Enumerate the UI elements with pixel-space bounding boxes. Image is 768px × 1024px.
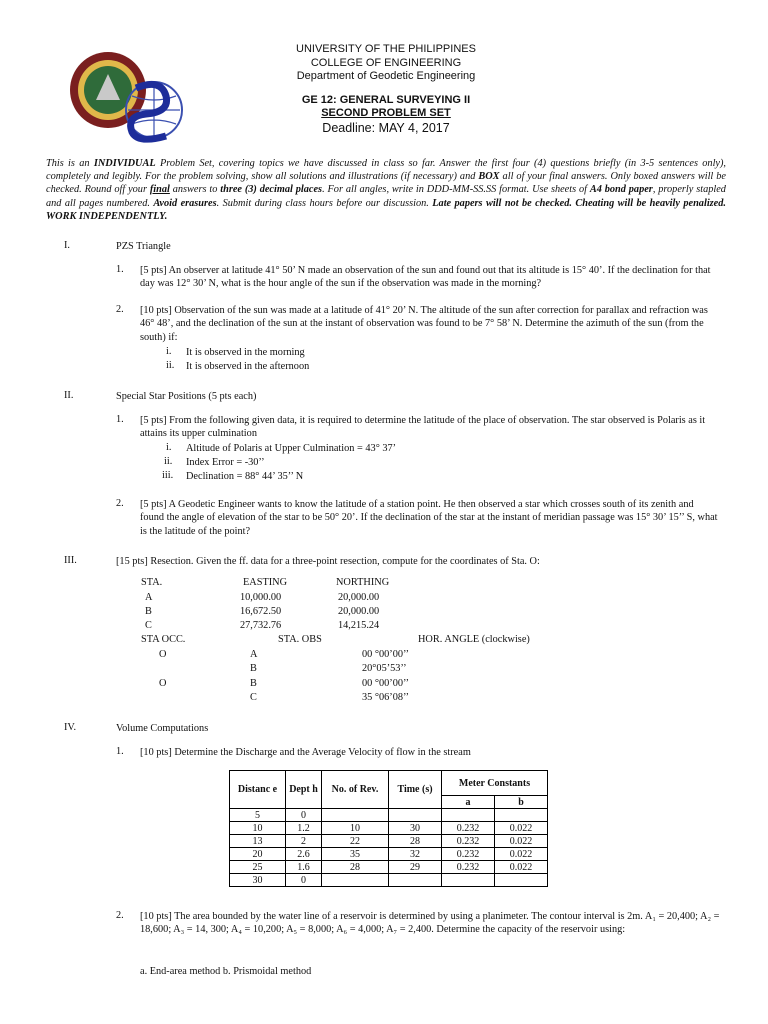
- table-cell: 2.6: [286, 848, 322, 861]
- list-item: Declination = 88° 44’ 35’’ N: [186, 471, 304, 482]
- table-cell: 20: [230, 848, 286, 861]
- table-row: [230, 861, 548, 874]
- column-header: EASTING: [243, 577, 288, 588]
- department-name: Department of Geodetic Engineering: [296, 70, 476, 82]
- table-cell: [495, 809, 548, 822]
- station-easting: 27,732.76: [240, 620, 282, 631]
- horizontal-angle: 00 °00’00’’: [362, 649, 410, 660]
- table-row: [230, 809, 548, 822]
- table-cell: 0.022: [495, 848, 548, 861]
- college-name: COLLEGE OF ENGINEERING: [310, 56, 462, 69]
- column-header: NORTHING: [336, 577, 390, 588]
- instructions-paragraph: This is an INDIVIDUAL Problem Set, covering topics we have discussed in class so far. Answer the first four (4) questions briefly (in 3-5 sentences only), completely and legibly. For the problem solving, show all solutions and illustrations (if necessary) and BOX all of your final answers. Only boxed answers will be checked. Round off your final answers to three (3) decimal places. For all angles, write in DDD-MM-SS.SS format. Use sheets of A4 bond paper, properly stapled and all pages numbered. Avoid erasures. Submit during class hours before our discussion. Late papers will not be checked. Cheating will be heavily penalized. WORK INDEPENDENTLY.: [46, 158, 727, 222]
- table-cell: 0.022: [495, 822, 548, 835]
- list-item: It is observed in the afternoon: [186, 361, 310, 372]
- observed-station: A: [250, 649, 258, 660]
- list-marker: i.: [166, 346, 172, 357]
- question-number: 1.: [116, 414, 124, 425]
- question-text: [5 pts] From the following given data, it is required to determine the latitude of the place of observation. The star observed is Polaris as it attains its upper culmination: [140, 415, 706, 440]
- section-number: III.: [64, 555, 77, 566]
- header-time: Time (s): [389, 771, 442, 809]
- table-cell: 13: [230, 835, 286, 848]
- station-easting: 10,000.00: [240, 592, 282, 603]
- station-name: B: [145, 606, 152, 617]
- table-cell: [495, 874, 548, 887]
- station-northing: 20,000.00: [338, 592, 380, 603]
- university-name: UNIVERSITY OF THE PHILIPPINES: [296, 43, 476, 55]
- list-marker: ii.: [166, 360, 175, 371]
- section-title: PZS Triangle: [116, 241, 171, 252]
- table-cell: 10: [322, 822, 389, 835]
- table-cell: [389, 809, 442, 822]
- table-cell: 30: [230, 874, 286, 887]
- column-header: STA OCC.: [141, 634, 186, 645]
- question-text: [10 pts] Observation of the sun was made at a latitude of 41° 20’ N. The altitude of the sun after correction for parallax and refraction was 46° 48’, and the declination of the sun at the instant of observation was found to be 7° 58’ N. Determine the azimuth of the sun (from the south) if:: [140, 305, 708, 343]
- horizontal-angle: 35 °06’08’’: [362, 692, 410, 703]
- table-cell: 0.022: [495, 861, 548, 874]
- list-marker: i.: [166, 442, 172, 453]
- section-title: Special Star Positions (5 pts each): [116, 391, 257, 402]
- question-number: 1.: [116, 264, 124, 275]
- course-title: GE 12: GENERAL SURVEYING II: [301, 93, 471, 106]
- table-cell: [322, 809, 389, 822]
- table-row: [230, 835, 548, 848]
- table-cell: [442, 874, 495, 887]
- table-cell: 22: [322, 835, 389, 848]
- header-a: a: [442, 796, 495, 809]
- station-name: A: [145, 592, 153, 603]
- table-cell: [442, 809, 495, 822]
- table-cell: 35: [322, 848, 389, 861]
- section-title: Volume Computations: [116, 723, 209, 734]
- question-text: [5 pts] A Geodetic Engineer wants to know the latitude of a station point. He then observed a star which crosses south of its zenith and found the angle of elevation of the star to be 50° 20’. If the declination of the star at the instant of meridian passage was 15° 30’ 15’’ S, what is the latitude of the point?: [140, 499, 718, 537]
- question-text: [10 pts] The area bounded by the water line of a reservoir is determined by using a planimeter. The contour interval is 2m. A₁ = 20,400; A₂ = 18,600; A₃ = 14, 300; A₄ = 10,200; A₅ = 8,000; A₆ = 4,000; A₇ = 2,400. Determine the capacity of the reservoir using:: [140, 911, 720, 936]
- question-number: 2.: [116, 910, 124, 921]
- table-row: [230, 822, 548, 835]
- question-number: 1.: [116, 746, 124, 757]
- station-name: C: [145, 620, 152, 631]
- section-number: I.: [64, 240, 71, 251]
- header-depth: Dept h: [286, 771, 322, 809]
- question-text: [10 pts] Determine the Discharge and the Average Velocity of flow in the stream: [140, 747, 471, 758]
- observed-station: B: [250, 678, 257, 689]
- column-header: STA. OBS: [278, 634, 322, 645]
- problem-set-title: SECOND PROBLEM SET: [321, 107, 451, 119]
- station-northing: 20,000.00: [338, 606, 380, 617]
- university-seal-logo: [66, 48, 192, 148]
- header-revolutions: No. of Rev.: [322, 771, 389, 809]
- table-row: [230, 874, 548, 887]
- table-cell: 0: [286, 809, 322, 822]
- deadline: Deadline: MAY 4, 2017: [322, 120, 450, 135]
- table-cell: 2: [286, 835, 322, 848]
- list-marker: ii.: [164, 456, 173, 467]
- station-easting: 16,672.50: [240, 606, 282, 617]
- header-distance: Distanc e: [230, 771, 286, 809]
- occupied-station: O: [159, 678, 167, 689]
- question-number: 2.: [116, 304, 124, 315]
- column-header: STA.: [141, 577, 163, 588]
- occupied-station: O: [159, 649, 167, 660]
- list-item: Index Error = -30’’: [186, 457, 265, 468]
- table-cell: 0: [286, 874, 322, 887]
- table-cell: 1.6: [286, 861, 322, 874]
- station-northing: 14,215.24: [338, 620, 380, 631]
- table-cell: 0.232: [442, 835, 495, 848]
- table-cell: 25: [230, 861, 286, 874]
- table-cell: [389, 874, 442, 887]
- list-item: It is observed in the morning: [186, 347, 305, 358]
- table-cell: 32: [389, 848, 442, 861]
- table-cell: [322, 874, 389, 887]
- section-number: II.: [64, 390, 74, 401]
- observed-station: C: [250, 692, 257, 703]
- column-header: HOR. ANGLE (clockwise): [418, 634, 530, 645]
- table-cell: 0.022: [495, 835, 548, 848]
- header-b: b: [495, 796, 548, 809]
- table-cell: 0.232: [442, 822, 495, 835]
- section-number: IV.: [64, 722, 77, 733]
- table-row: [230, 848, 548, 861]
- section-title: [15 pts] Resection. Given the ff. data for a three-point resection, compute for the coordinates of Sta. O:: [116, 556, 540, 567]
- question-number: 2.: [116, 498, 124, 509]
- observed-station: B: [250, 663, 257, 674]
- method-options: a. End-area method b. Prismoidal method: [140, 966, 312, 977]
- horizontal-angle: 20°05’53’’: [362, 663, 407, 674]
- table-cell: 1.2: [286, 822, 322, 835]
- question-text: [5 pts] An observer at latitude 41° 50’ N made an observation of the sun and found out that its altitude is 15° 40’. If the declination for that day was 12° 30’ N, what is the hour angle of the sun if the observation was made in the morning?: [140, 265, 711, 290]
- list-marker: iii.: [162, 470, 174, 481]
- table-cell: 28: [389, 835, 442, 848]
- table-cell: 0.232: [442, 861, 495, 874]
- table-cell: 30: [389, 822, 442, 835]
- document-header: [200, 43, 572, 136]
- table-cell: 0.232: [442, 848, 495, 861]
- table-cell: 29: [389, 861, 442, 874]
- header-meter-constants: Meter Constants: [442, 771, 548, 796]
- horizontal-angle: 00 °00’00’’: [362, 678, 410, 689]
- table-cell: 5: [230, 809, 286, 822]
- list-item: Altitude of Polaris at Upper Culmination = 43° 37’: [186, 443, 397, 454]
- table-cell: 10: [230, 822, 286, 835]
- table-cell: 28: [322, 861, 389, 874]
- stream-flow-table: [229, 770, 548, 887]
